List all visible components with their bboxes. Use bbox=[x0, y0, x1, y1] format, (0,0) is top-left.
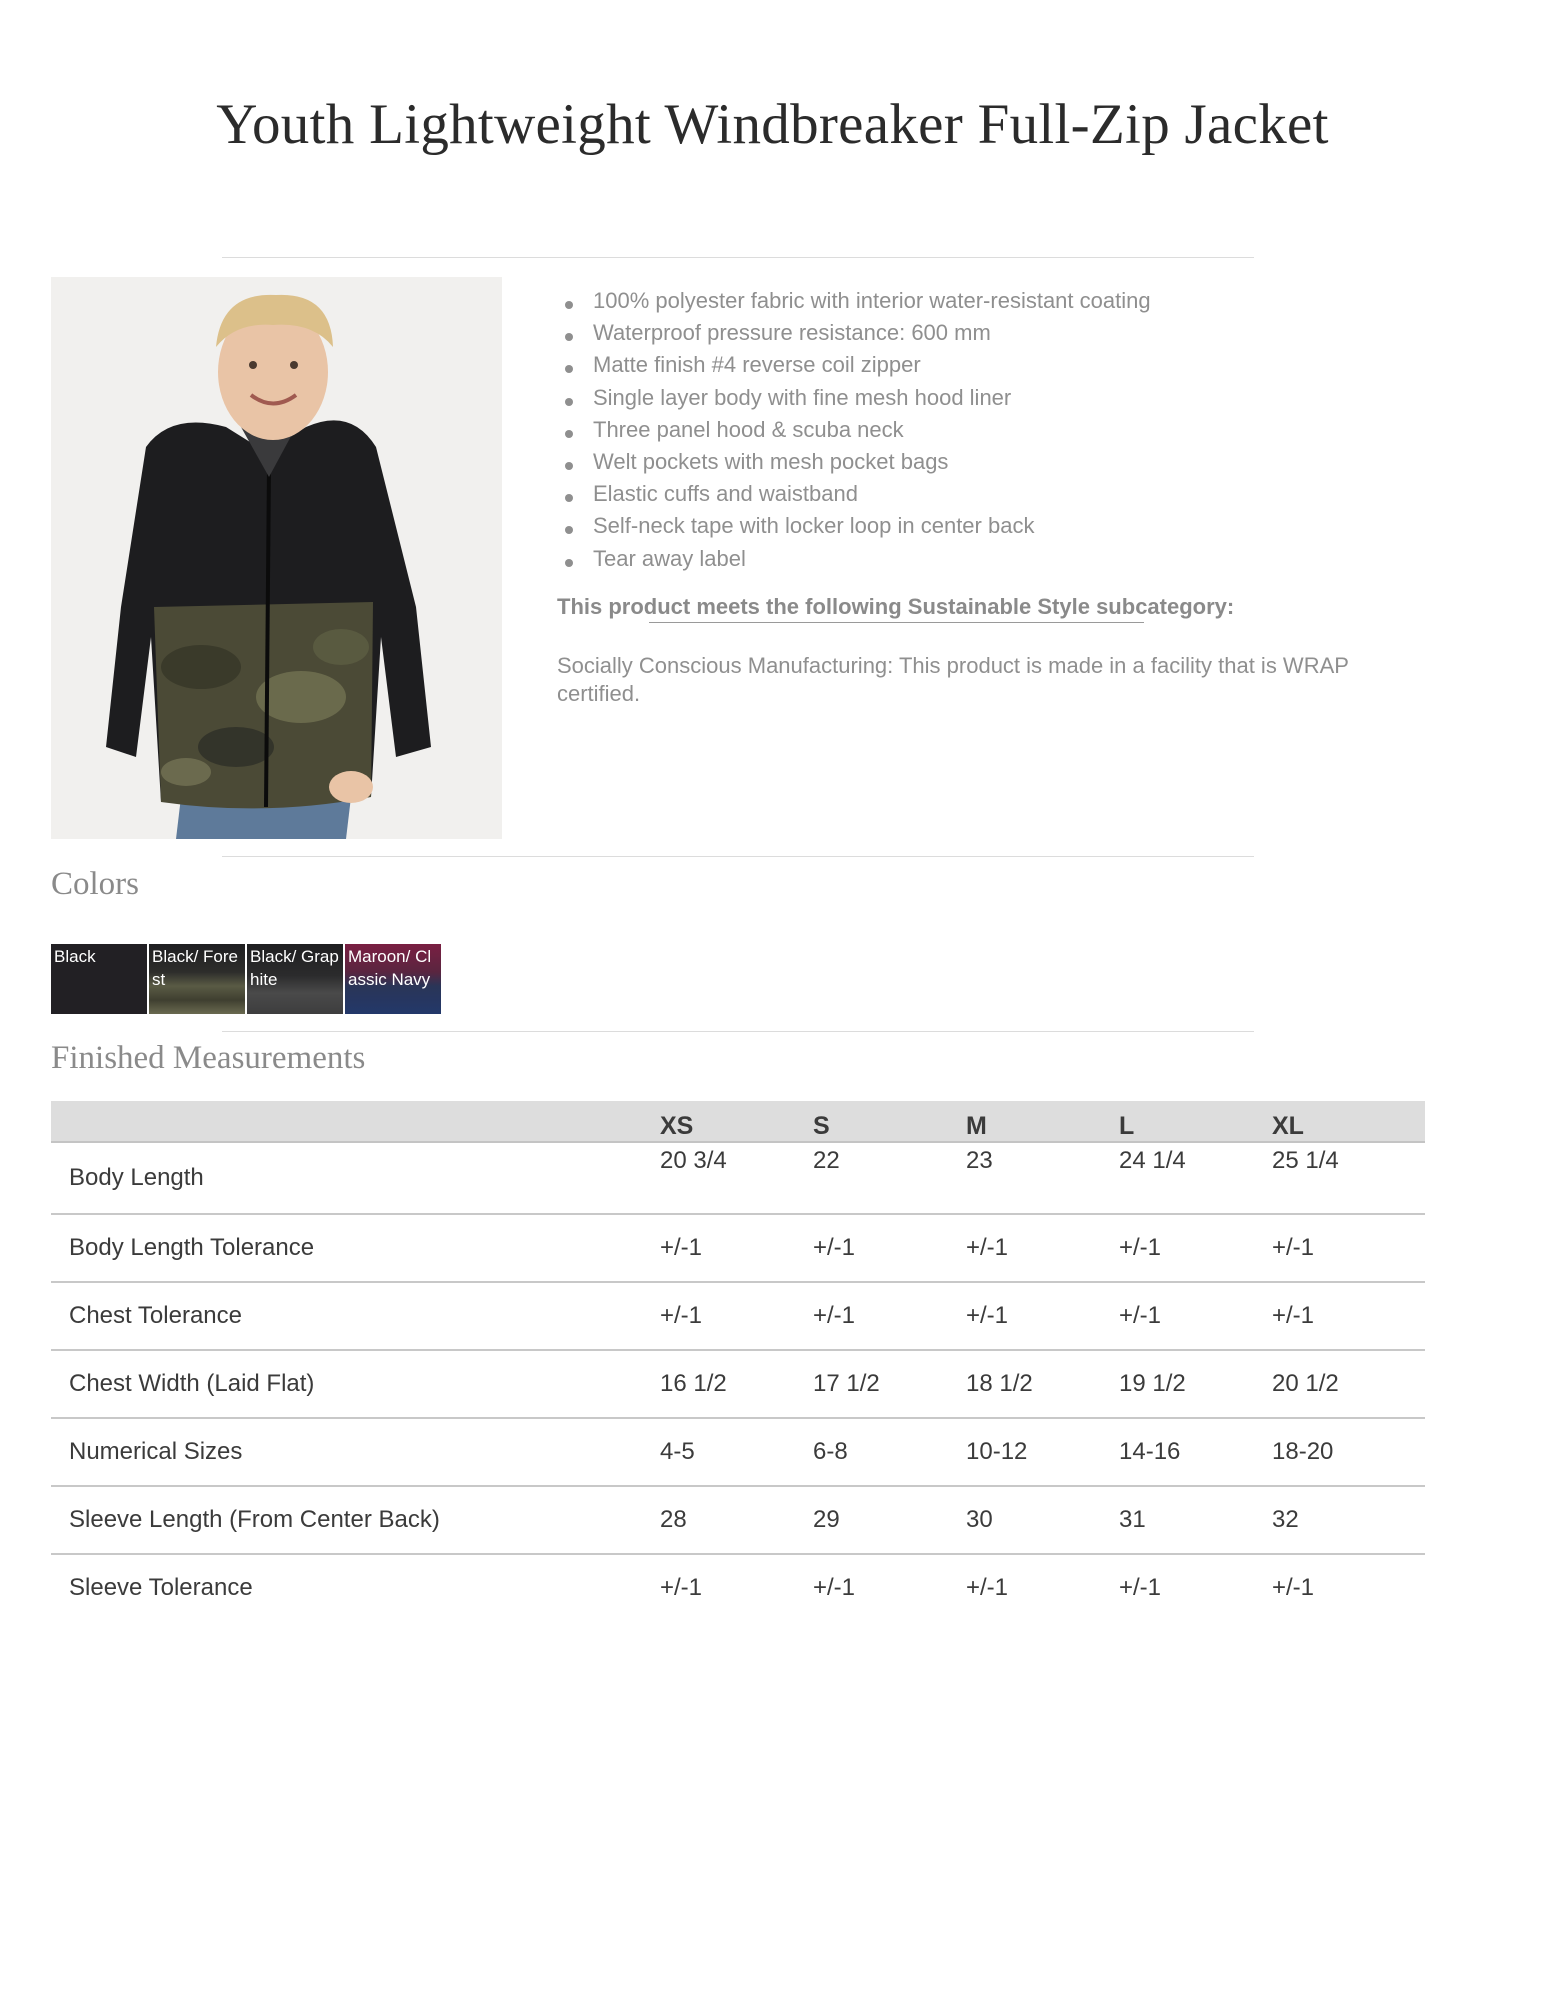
row-label: Sleeve Length (From Center Back) bbox=[51, 1486, 660, 1554]
feature-item bbox=[555, 543, 1375, 575]
cell-value: +/-1 bbox=[966, 1214, 1119, 1282]
bullet-icon bbox=[565, 398, 573, 406]
feature-text: Three panel hood & scuba neck bbox=[593, 416, 904, 442]
cell-value: +/-1 bbox=[1119, 1282, 1272, 1350]
cell-value: 16 1/2 bbox=[660, 1350, 813, 1418]
colors-title: Colors bbox=[51, 866, 140, 902]
feature-text: 100% polyester fabric with interior water-resistant coating bbox=[593, 288, 1151, 313]
bullet-icon bbox=[565, 462, 573, 470]
product-photo bbox=[51, 277, 502, 839]
cell-value: 25 1/4 bbox=[1272, 1142, 1425, 1214]
cell-value: +/-1 bbox=[813, 1282, 966, 1350]
feature-text: Self-neck tape with locker loop in center back bbox=[593, 513, 1035, 539]
size-header: S bbox=[813, 1101, 966, 1142]
feature-list bbox=[555, 285, 1375, 575]
cell-value: 30 bbox=[966, 1486, 1119, 1554]
size-header: XS bbox=[660, 1101, 813, 1142]
cell-value: +/-1 bbox=[966, 1282, 1119, 1350]
cell-value: +/-1 bbox=[1119, 1574, 1162, 1601]
table-row bbox=[51, 1486, 1425, 1554]
cell-value: 14-16 bbox=[1119, 1418, 1272, 1486]
feature-item bbox=[555, 510, 1375, 542]
cell-value: 23 bbox=[966, 1142, 1119, 1214]
table-row bbox=[51, 1142, 1425, 1214]
cell-value: 31 bbox=[1119, 1486, 1272, 1554]
color-swatches bbox=[51, 944, 443, 1014]
cell-value: 18 1/2 bbox=[966, 1350, 1119, 1418]
feature-text: Single layer body with fine mesh hood liner bbox=[593, 384, 1012, 410]
page-title: Youth Lightweight Windbreaker Full-Zip Jacket bbox=[216, 93, 1329, 156]
color-swatch-black[interactable] bbox=[51, 944, 147, 1014]
row-label: Body Length Tolerance bbox=[51, 1214, 660, 1282]
size-header: XL bbox=[1272, 1101, 1425, 1142]
table-row bbox=[51, 1282, 1425, 1350]
cell-value: +/-1 bbox=[813, 1574, 856, 1601]
measurements-title: Finished Measurements bbox=[51, 1040, 366, 1076]
cell-value: 19 1/2 bbox=[1119, 1350, 1272, 1418]
color-swatch-label: Black/ Graphite bbox=[250, 947, 339, 989]
cell-value: 10-12 bbox=[966, 1418, 1119, 1486]
cell-value: 20 3/4 bbox=[660, 1142, 813, 1214]
size-header: L bbox=[1119, 1101, 1272, 1142]
divider bbox=[222, 1031, 1254, 1032]
cell-value: 22 bbox=[813, 1142, 966, 1214]
table-header-row bbox=[51, 1101, 1425, 1142]
table-row bbox=[51, 1214, 1425, 1282]
cell-value: +/-1 bbox=[660, 1282, 813, 1350]
cell-value: 28 bbox=[660, 1486, 813, 1554]
bullet-icon bbox=[565, 301, 573, 309]
sustainable-body: Socially Conscious Manufacturing: This product is made in a facility that is WRAP certified. bbox=[557, 653, 1349, 706]
table-row bbox=[51, 1350, 1425, 1418]
feature-item bbox=[555, 478, 1375, 510]
row-label: Chest Tolerance bbox=[51, 1282, 660, 1350]
product-photo-illustration bbox=[51, 277, 502, 839]
table-row bbox=[51, 1554, 1425, 1621]
row-label: Body Length bbox=[51, 1142, 660, 1214]
feature-text: Matte finish #4 reverse coil zipper bbox=[593, 352, 921, 378]
color-swatch-label: Black/ Forest bbox=[152, 947, 238, 989]
row-label: Chest Width (Laid Flat) bbox=[51, 1350, 660, 1418]
table-header-blank bbox=[51, 1101, 660, 1142]
feature-text: Waterproof pressure resistance: 600 mm bbox=[593, 320, 991, 346]
cell-value: +/-1 bbox=[660, 1214, 813, 1282]
cell-value: +/-1 bbox=[813, 1214, 966, 1282]
bullet-icon bbox=[565, 365, 573, 373]
sustainable-heading bbox=[557, 594, 1234, 620]
bullet-icon bbox=[565, 333, 573, 341]
cell-value: 4-5 bbox=[660, 1418, 813, 1486]
feature-text: Tear away label bbox=[593, 545, 746, 571]
cell-value: 6-8 bbox=[813, 1418, 966, 1486]
cell-value: +/-1 bbox=[1119, 1214, 1272, 1282]
cell-value: 17 1/2 bbox=[813, 1350, 966, 1418]
cell-value: +/-1 bbox=[1272, 1282, 1425, 1350]
feature-item bbox=[555, 349, 1375, 381]
feature-text: Elastic cuffs and waistband bbox=[593, 481, 858, 507]
sustainable-underline bbox=[649, 622, 1144, 623]
cell-value: 29 bbox=[813, 1486, 966, 1554]
divider bbox=[222, 257, 1254, 258]
cell-value: +/-1 bbox=[1272, 1574, 1315, 1601]
bullet-icon bbox=[565, 430, 573, 438]
measurements-table bbox=[51, 1101, 1425, 1621]
size-header: M bbox=[966, 1101, 1119, 1142]
color-swatch-label: Maroon/ Classic Navy bbox=[348, 947, 432, 989]
feature-item bbox=[555, 414, 1375, 446]
cell-value: 32 bbox=[1272, 1486, 1425, 1554]
cell-value: 20 1/2 bbox=[1272, 1350, 1425, 1418]
bullet-icon bbox=[565, 559, 573, 567]
row-label: Numerical Sizes bbox=[51, 1418, 660, 1486]
cell-value: 18-20 bbox=[1272, 1418, 1425, 1486]
color-swatch-maroon-classic-navy[interactable] bbox=[345, 944, 441, 1014]
feature-text: Welt pockets with mesh pocket bags bbox=[593, 448, 949, 474]
cell-value: +/-1 bbox=[1272, 1214, 1425, 1282]
bullet-icon bbox=[565, 526, 573, 534]
row-label: Sleeve Tolerance bbox=[69, 1574, 253, 1601]
cell-value: +/-1 bbox=[660, 1574, 703, 1601]
feature-item bbox=[555, 446, 1375, 478]
cell-value: 24 1/4 bbox=[1119, 1142, 1272, 1214]
bullet-icon bbox=[565, 494, 573, 502]
color-swatch-black-forest[interactable] bbox=[149, 944, 245, 1014]
color-swatch-black-graphite[interactable] bbox=[247, 944, 343, 1014]
color-swatch-label: Black bbox=[54, 947, 96, 966]
cell-value: +/-1 bbox=[966, 1574, 1009, 1601]
feature-item bbox=[555, 285, 1375, 317]
table-row bbox=[51, 1418, 1425, 1486]
feature-item bbox=[555, 382, 1375, 414]
divider bbox=[222, 856, 1254, 857]
sustainable-heading-text: This product meets the following Sustainable Style subcategory: bbox=[557, 594, 1235, 619]
feature-item bbox=[555, 317, 1375, 349]
